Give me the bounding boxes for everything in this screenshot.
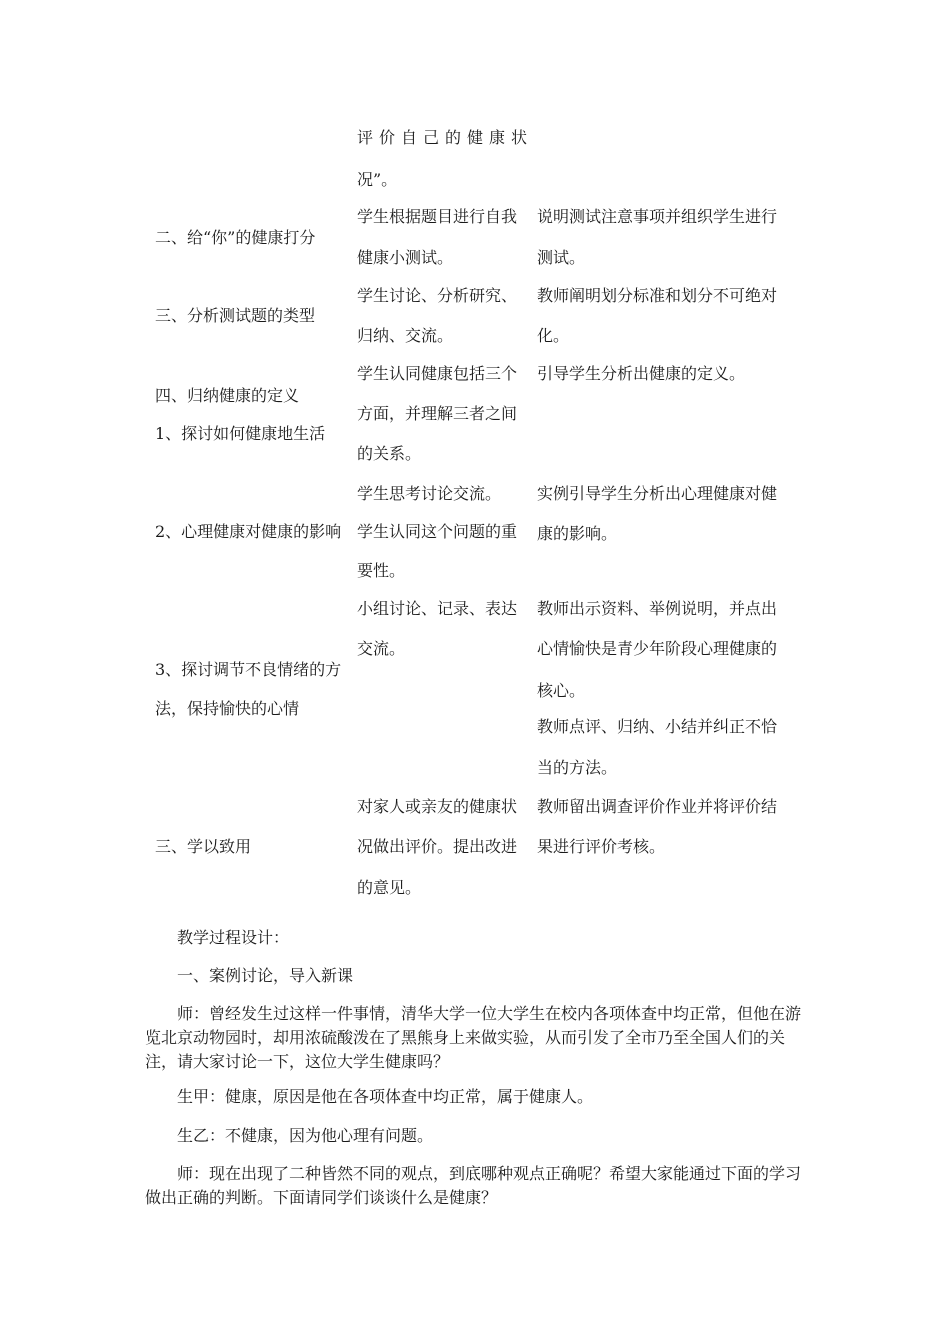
student-activity: 的意见。: [357, 878, 422, 897]
student-activity: 交流。: [357, 639, 406, 658]
student-activity: 学生根据题目进行自我: [357, 207, 518, 226]
table-cell-text: 况”。: [357, 170, 398, 189]
section-heading: 一、案例讨论，导入新课: [177, 966, 354, 985]
section-title: 二、给“你”的健康打分: [155, 228, 316, 247]
teacher-activity: 化。: [537, 326, 570, 345]
section-title: 1、探讨如何健康地生活: [155, 424, 326, 443]
teacher-activity: 果进行评价考核。: [537, 837, 666, 856]
paragraph: 师：现在出现了二种皆然不同的观点，到底哪种观点正确呢？希望大家能通过下面的学习做出正确的判断。下面请同学们谈谈什么是健康？: [145, 1164, 802, 1207]
student-activity: 学生认同健康包括三个: [357, 364, 518, 383]
student-activity: 方面，并理解三者之间: [357, 404, 518, 423]
table-cell-text: 评价自己的健康状: [357, 128, 534, 147]
teacher-activity: 测试。: [537, 248, 586, 267]
paragraph: 生甲：健康，原因是他在各项体查中均正常，属于健康人。: [177, 1087, 594, 1106]
student-activity: 学生讨论、分析研究、: [357, 286, 518, 305]
section-heading: 教学过程设计：: [177, 928, 290, 947]
student-activity: 况做出评价。提出改进: [357, 837, 518, 856]
teacher-activity: 引导学生分析出健康的定义。: [537, 364, 746, 383]
student-activity: 要性。: [357, 561, 406, 580]
teacher-activity: 教师点评、归纳、小结并纠正不恰: [537, 717, 778, 736]
section-title: 3、探讨调节不良情绪的方: [155, 660, 342, 679]
student-activity: 小组讨论、记录、表达: [357, 599, 518, 618]
teacher-activity: 康的影响。: [537, 524, 618, 543]
teacher-activity: 说明测试注意事项并组织学生进行: [537, 207, 778, 226]
section-title: 法，保持愉快的心情: [155, 699, 300, 718]
teacher-activity: 心情愉快是青少年阶段心理健康的: [537, 639, 778, 658]
student-activity: 健康小测试。: [357, 248, 454, 267]
student-activity: 对家人或亲友的健康状: [357, 797, 518, 816]
section-title: 三、学以致用: [155, 837, 252, 856]
teacher-activity: 教师阐明划分标准和划分不可绝对: [537, 286, 778, 305]
teacher-activity: 教师留出调查评价作业并将评价结: [537, 797, 778, 816]
student-activity: 的关系。: [357, 444, 422, 463]
paragraph: 生乙：不健康，因为他心理有问题。: [177, 1126, 434, 1145]
teacher-activity: 教师出示资料、举例说明，并点出: [537, 599, 778, 618]
teacher-activity: 核心。: [537, 681, 586, 700]
paragraph: 师：曾经发生过这样一件事情，清华大学一位大学生在校内各项体查中均正常，但他在游览北京动物园时，却用浓硫酸泼在了黑熊身上来做实验，从而引发了全市乃至全国人们的关注，请大家讨论一下，这位大学生健康吗？: [145, 1004, 802, 1071]
student-activity: 学生认同这个问题的重: [357, 522, 518, 541]
student-activity: 归纳、交流。: [357, 326, 454, 345]
teacher-activity: 当的方法。: [537, 758, 618, 777]
teacher-activity: 实例引导学生分析出心理健康对健: [537, 484, 778, 503]
section-title: 四、归纳健康的定义: [155, 386, 300, 405]
student-activity: 学生思考讨论交流。: [357, 484, 502, 503]
section-title: 三、分析测试题的类型: [155, 306, 316, 325]
section-title: 2、心理健康对健康的影响: [155, 522, 342, 541]
